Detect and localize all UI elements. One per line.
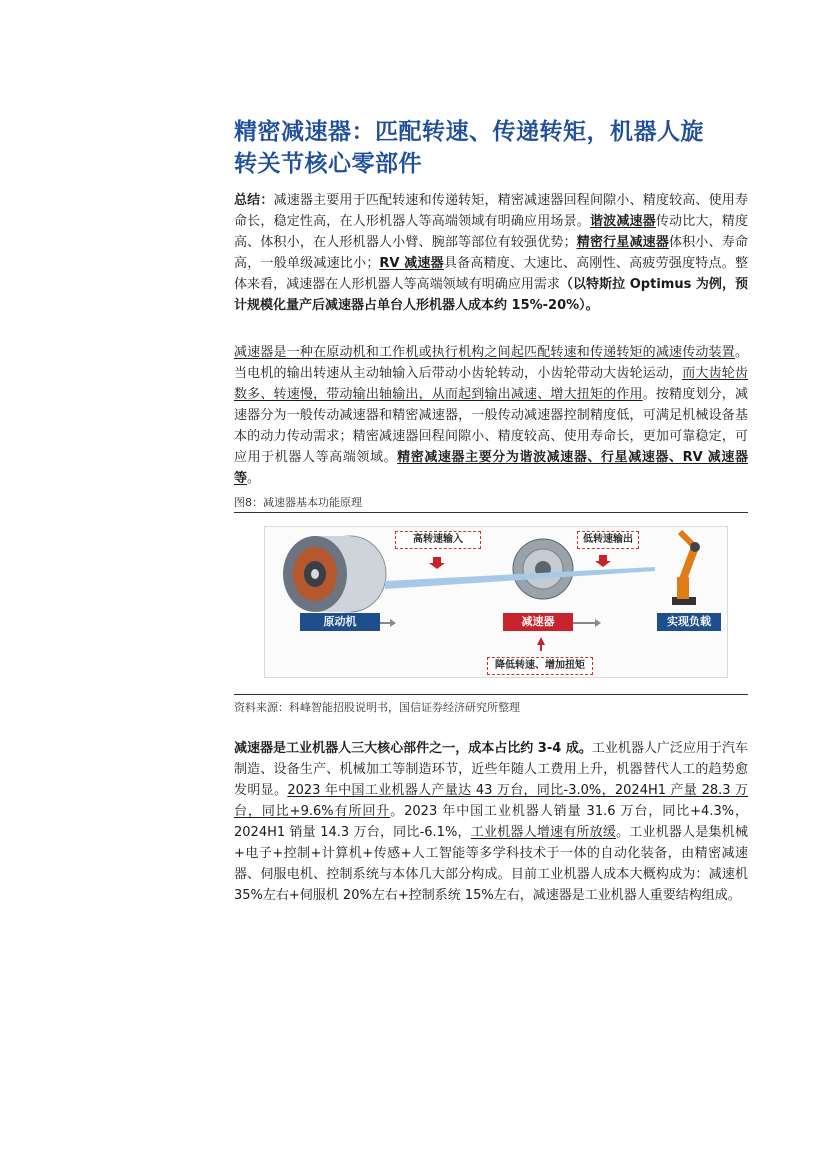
reducer-function-figure [264,526,728,678]
summary-lead: 总结： [234,193,274,208]
intro-end: 。 [247,471,261,486]
gearbox-illustration [513,539,573,599]
industry-text-3: 。工业机器人是集机械+电子+控制+计算机+传感+人工智能等多学科技术于一体的自动化装备，由精密减速器、伺服电机、控制系统与本体几大部分构成。目前工业机器人成本大概构成为：减速机 35%左右+伺服机 20%左右+控制系统 15%左右，减速器是工业机器人重要结构组成。 [234,825,748,903]
bottom-up-arrow [537,637,545,651]
reducer-diagram [265,527,727,677]
summary-text-1: 减速器主要用于匹配转速和传递转矩，精密减速器回程间隙小、精度较高、使用寿命长，稳定性高，在人形机器人等高端领域有明确应用场景。 [234,193,748,229]
summary-text-4: 具备高精度、大速比、高刚性、高疲劳强度特点。整体来看，减速器在人形机器人等高端领域有明确应用需求 [234,256,748,292]
summary-text-2: 传动比大，精度高、体积小，在人形机器人小臂、腕部等部位有较强优势； [234,214,748,250]
industry-slowdown: 工业机器人增速有所放缓 [470,825,617,840]
industry-text-1: 工业机器人广泛应用于汽车制造、设备生产、机械加工等制造环节，近些年随人工费用上升，机器替代人工的趋势愈发明显。 [234,741,748,798]
section-title [234,116,748,180]
low-speed-output-label: 低转速输出 [577,531,639,549]
arrow-left-head [390,619,396,627]
figure-top-rule [234,512,748,513]
summary-optimus-note: （以特斯拉 Optimus 为例，预计规模化量产后减速器占单台人形机器人成本约 15%-20%）。 [234,277,748,313]
motor-box: 原动机 [300,613,380,631]
reducer-box: 减速器 [503,613,573,631]
figure-bottom-rule [234,694,748,695]
intro-text-1: 。当电机的输出转速从主动轴输入后带动小齿轮转动，小齿轮带动大齿轮运动， [234,345,748,381]
industry-production: 2023 年中国工业机器人产量达 43 万台，同比-3.0%，2024H1 产量 28.3 万台，同比+9.6%有所回升 [234,783,748,819]
summary-text-3: 体积小、寿命高，一般单级减速比小； [234,235,748,271]
arrow-right-head [595,619,601,627]
intro-types: 精密减速器主要分为谐波减速器、行星减速器、RV 减速器等 [234,450,748,486]
intro-definition: 减速器是一种在原动机和工作机或执行机构之间起匹配转速和传递转矩的减速传动装置 [234,345,735,360]
intro-paragraph [234,342,748,489]
output-down-arrow [595,555,611,567]
summary-harmonic: 谐波减速器 [589,214,656,229]
summary-rv: RV 减速器 [379,256,444,271]
motor-illustration [283,536,386,612]
figure-caption: 图8：减速器基本功能原理 [234,496,362,509]
industry-lead: 减速器是工业机器人三大核心部件之一，成本占比约 3-4 成。 [234,741,592,756]
industry-paragraph [234,738,748,906]
high-speed-input-label: 高转速输入 [395,531,481,549]
intro-text-2: 。按精度划分，减速器分为一般传动减速器和精密减速器，一般传动减速器控制精度低，可满足机械设备基本的动力传动需求；精密减速器回程间隙小、精度较高、使用寿命长，更加可靠稳定，可应用于机器人等高端领域。 [234,387,748,465]
intro-mechanism: 而大齿轮齿数多、转速慢，带动输出轴输出，从而起到输出减速、增大扭矩的作用 [234,366,748,402]
robot-arm-illustration [672,532,700,605]
industry-text-2: 。2023 年中国工业机器人销量 31.6 万台，同比+4.3%，2024H1 销量 14.3 万台，同比-6.1%， [234,804,748,840]
reduce-speed-label: 降低转速、增加扭矩 [487,657,593,675]
summary-paragraph [234,190,748,316]
figure-source: 资料来源：科峰智能招股说明书，国信证券经济研究所整理 [234,701,520,714]
summary-planetary: 精密行星减速器 [576,235,670,250]
input-down-arrow [429,557,445,569]
title-line-2: 转关节核心零部件 [234,151,422,177]
title-line-1: 精密减速器：匹配转速、传递转矩，机器人旋 [234,119,704,145]
load-box: 实现负载 [657,613,721,631]
